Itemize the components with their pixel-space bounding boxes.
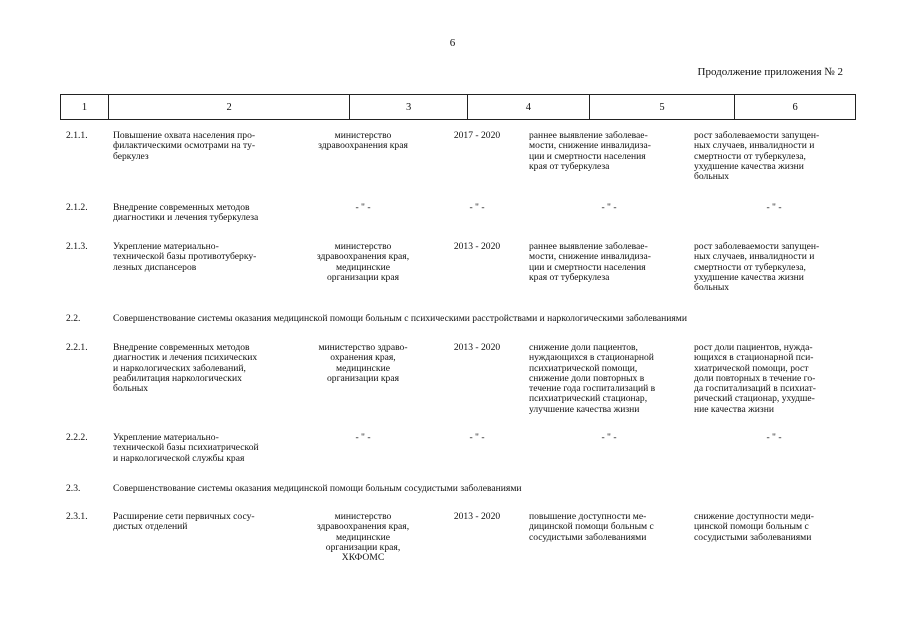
measure-name: Укрепление материально- технической базы противотуберку- лезных диспансеров [113, 241, 257, 273]
header-col-3: 3 [350, 95, 468, 119]
responsible-executor: - " - [355, 202, 371, 213]
section-number: 2.3. [66, 483, 81, 494]
measure-name: Повышение охвата населения про- филактическими осмотрами на ту- беркулез [113, 130, 256, 162]
section-title: Совершенствование системы оказания медицинской помощи больным сосудистыми заболеваниями [113, 483, 522, 494]
responsible-executor: министерство здраво- охранения края, медицинские организации края [318, 342, 408, 384]
non-implementation-consequences: рост заболеваемости запущен- ных случаев, инвалидности и смертности от туберкулеза, ухудшение качества жизни больных [694, 130, 820, 183]
row-number: 2.1.3. [66, 241, 88, 252]
implementation-period: - " - [469, 432, 485, 443]
header-col-5: 5 [590, 95, 736, 119]
implementation-period: 2013 - 2020 [453, 342, 501, 353]
non-implementation-consequences: - " - [766, 432, 782, 443]
continuation-label: Продолжение приложения № 2 [697, 66, 843, 78]
expected-result: снижение доли пациентов, нуждающихся в стационарной психиатрической помощи, снижение доли повторных в течение года госпитализаций в психиатрический стационар, улучшение качества жизни [529, 342, 656, 415]
non-implementation-consequences: рост заболеваемости запущен- ных случаев, инвалидности и смертности от туберкулеза, ухудшение качества жизни больных [694, 241, 820, 294]
expected-result: - " - [601, 202, 617, 213]
implementation-period: 2013 - 2020 [453, 241, 501, 252]
section-title: Совершенствование системы оказания медицинской помощи больным с психическими расстройствами и наркологическими заболеваниями [113, 313, 688, 324]
non-implementation-consequences: снижение доступности меди- цинской помощи больным с сосудистыми заболеваниями [694, 511, 814, 543]
measure-name: Расширение сети первичных сосу- дистых отделений [113, 511, 255, 533]
responsible-executor: министерство здравоохранения края, медицинские организации края, ХКФОМС [316, 511, 410, 564]
non-implementation-consequences: - " - [766, 202, 782, 213]
measure-name: Укрепление материально- технической базы психиатрической и наркологической службы края [113, 432, 259, 464]
table-header [60, 94, 856, 120]
row-number: 2.3.1. [66, 511, 88, 522]
responsible-executor: министерство здравоохранения края [318, 130, 408, 152]
header-col-4: 4 [468, 95, 590, 119]
expected-result: раннее выявление заболевае- мости, снижение инвалидиза- ции и смертности населения края от туберкулеза [529, 130, 651, 172]
header-col-1: 1 [61, 95, 109, 119]
expected-result: повышение доступности ме- дицинской помощи больным с сосудистыми заболеваниями [529, 511, 654, 543]
row-number: 2.1.2. [66, 202, 88, 213]
implementation-period: 2017 - 2020 [453, 130, 501, 141]
responsible-executor: - " - [355, 432, 371, 443]
header-col-2: 2 [109, 95, 350, 119]
row-number: 2.2.2. [66, 432, 88, 443]
section-number: 2.2. [66, 313, 81, 324]
implementation-period: 2013 - 2020 [453, 511, 501, 522]
header-col-6: 6 [792, 101, 798, 113]
measure-name: Внедрение современных методов диагностик и лечения психических и наркологических заболеваний, реабилитация наркологических больных [113, 342, 258, 395]
expected-result: - " - [601, 432, 617, 443]
measure-name: Внедрение современных методов диагностики и лечения туберкулеза [113, 202, 259, 224]
row-number: 2.1.1. [66, 130, 88, 141]
row-number: 2.2.1. [66, 342, 88, 353]
non-implementation-consequences: рост доли пациентов, нужда- ющихся в стационарной пси- хиатрической помощи, рост доли повторных в течение го- да госпитализаций в психиат- рический стационар, ухудше- ние качества жизни [694, 342, 817, 415]
page-number: 6 [449, 37, 456, 49]
expected-result: раннее выявление заболевае- мости, снижение инвалидиза- ции и смертности населения края от туберкулеза [529, 241, 651, 283]
implementation-period: - " - [469, 202, 485, 213]
responsible-executor: министерство здравоохранения края, медицинские организации края [316, 241, 410, 283]
